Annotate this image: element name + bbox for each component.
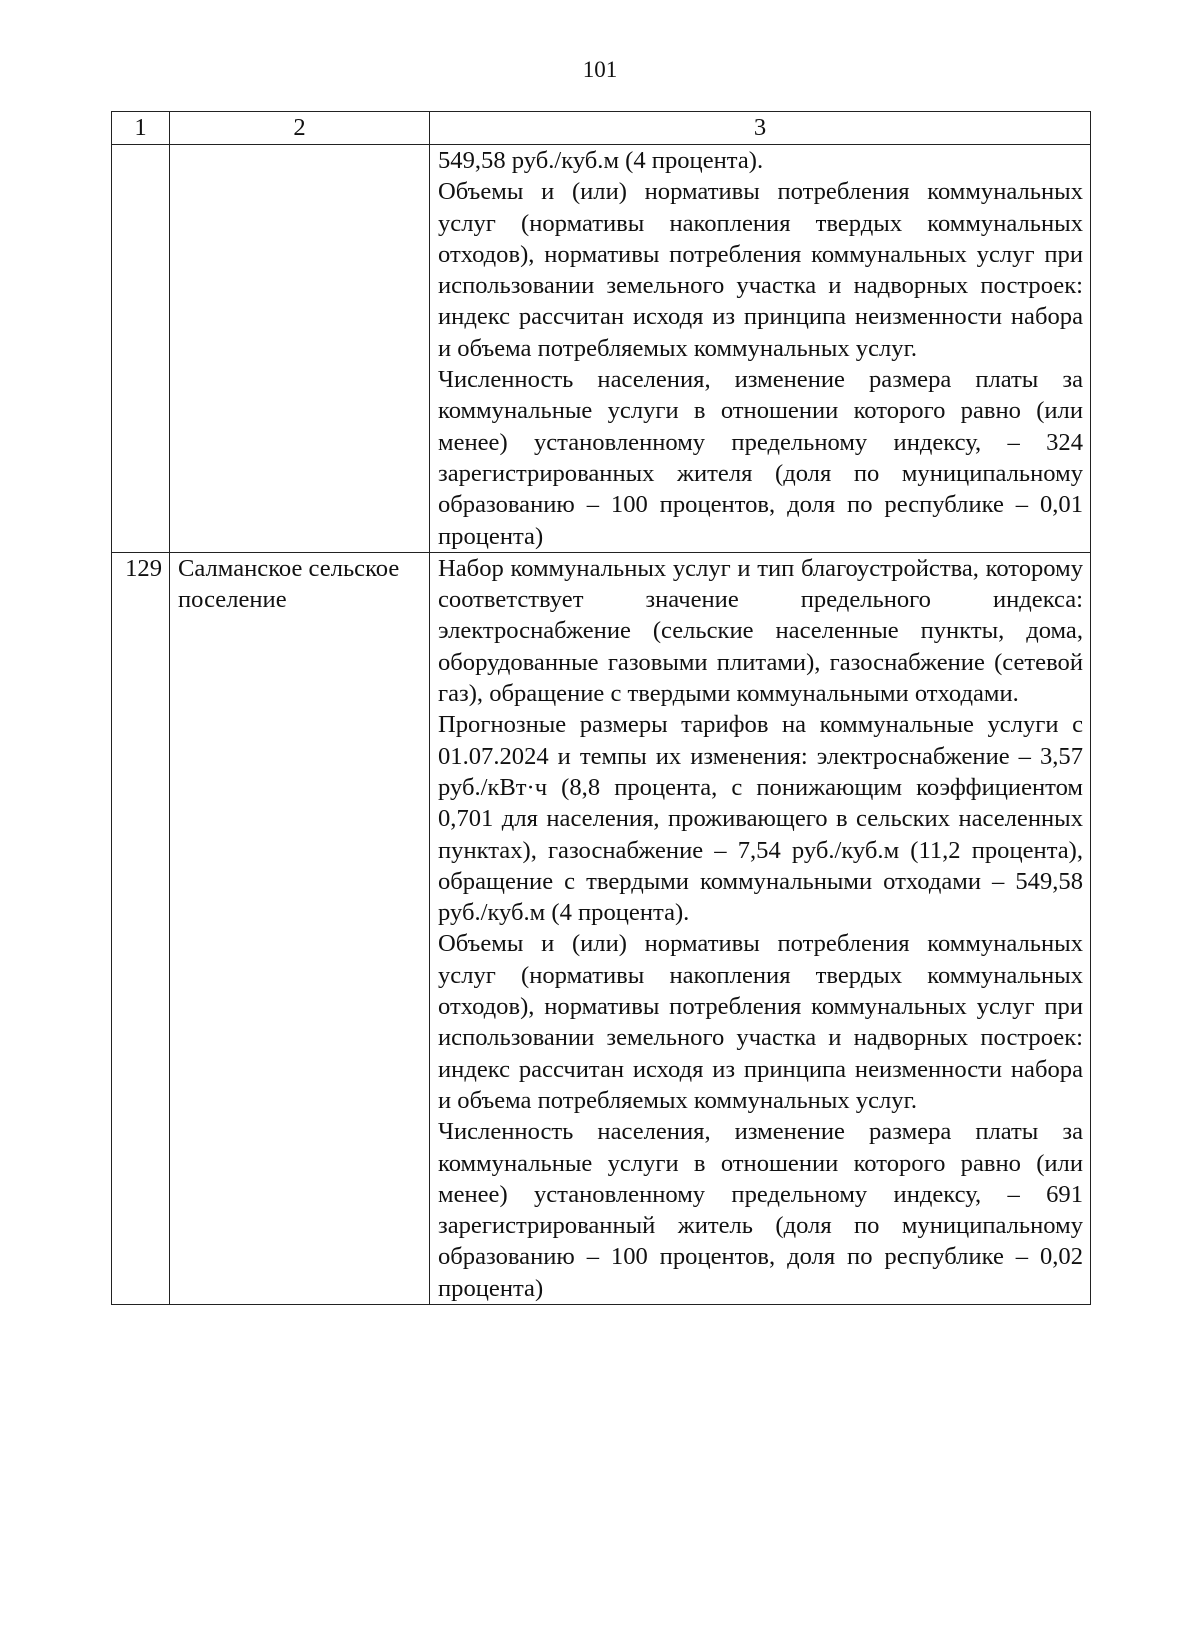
- table-row: [112, 552, 1091, 1304]
- row-number: 129: [112, 552, 170, 1304]
- description-paragraph: 549,58 руб./куб.м (4 процента).: [438, 147, 764, 174]
- description-paragraph: Численность населения, изменение размера платы за коммунальные услуги в отношении которого равно (или менее) установленному предельному индексу, – 324 зарегистрированных жителя (доля по муниципальному образованию – 100 процентов, доля по республике – 0,01 процента): [438, 366, 1083, 550]
- settlement-name: Салманское сельское поселение: [170, 552, 430, 1304]
- table-header-row: [112, 112, 1091, 145]
- page-number: 101: [582, 57, 618, 82]
- header-cell-2: 2: [170, 112, 430, 145]
- description-paragraph: Численность населения, изменение размера платы за коммунальные услуги в отношении которого равно (или менее) установленному предельному индексу, – 691 зарегистрированный житель (доля по муниципальному образованию – 100 процентов, доля по республике – 0,02 процента): [438, 1118, 1083, 1302]
- description-paragraph: Объемы и (или) нормативы потребления коммунальных услуг (нормативы накопления твердых коммунальных отходов), нормативы потребления коммунальных услуг при использовании земельного участка и надворных построек: индекс рассчитан исходя из принципа неизменности набора и объема потребляемых коммунальных услуг.: [438, 930, 1083, 1114]
- description-paragraph: Прогнозные размеры тарифов на коммунальные услуги с 01.07.2024 и темпы их изменения: электроснабжение – 3,57 руб./кВт·ч (8,8 процента, с понижающим коэффициентом 0,701 для населения, проживающего в сельских населенных пунктах), газоснабжение – 7,54 руб./куб.м (11,2 процента), обращение с твердыми коммунальными отходами – 549,58 руб./куб.м (4 процента).: [438, 711, 1083, 927]
- description-paragraph: Объемы и (или) нормативы потребления коммунальных услуг (нормативы накопления твердых коммунальных отходов), нормативы потребления коммунальных услуг при использовании земельного участка и надворных построек: индекс рассчитан исходя из принципа неизменности набора и объема потребляемых коммунальных услуг.: [438, 178, 1083, 362]
- description-cell: [430, 552, 1091, 1304]
- tariff-table: [111, 111, 1091, 1305]
- description-cell: [430, 145, 1091, 553]
- row-number: [112, 145, 170, 553]
- table-row: [112, 145, 1091, 553]
- header-cell-1: 1: [112, 112, 170, 145]
- description-paragraph: Набор коммунальных услуг и тип благоустройства, которому соответствует значение предельного индекса: электроснабжение (сельские населенные пункты, дома, оборудованные газовыми плитами), газоснабжение (сетевой газ), обращение с твердыми коммунальными отходами.: [438, 554, 1083, 708]
- settlement-name: [170, 145, 430, 553]
- header-cell-3: 3: [430, 112, 1091, 145]
